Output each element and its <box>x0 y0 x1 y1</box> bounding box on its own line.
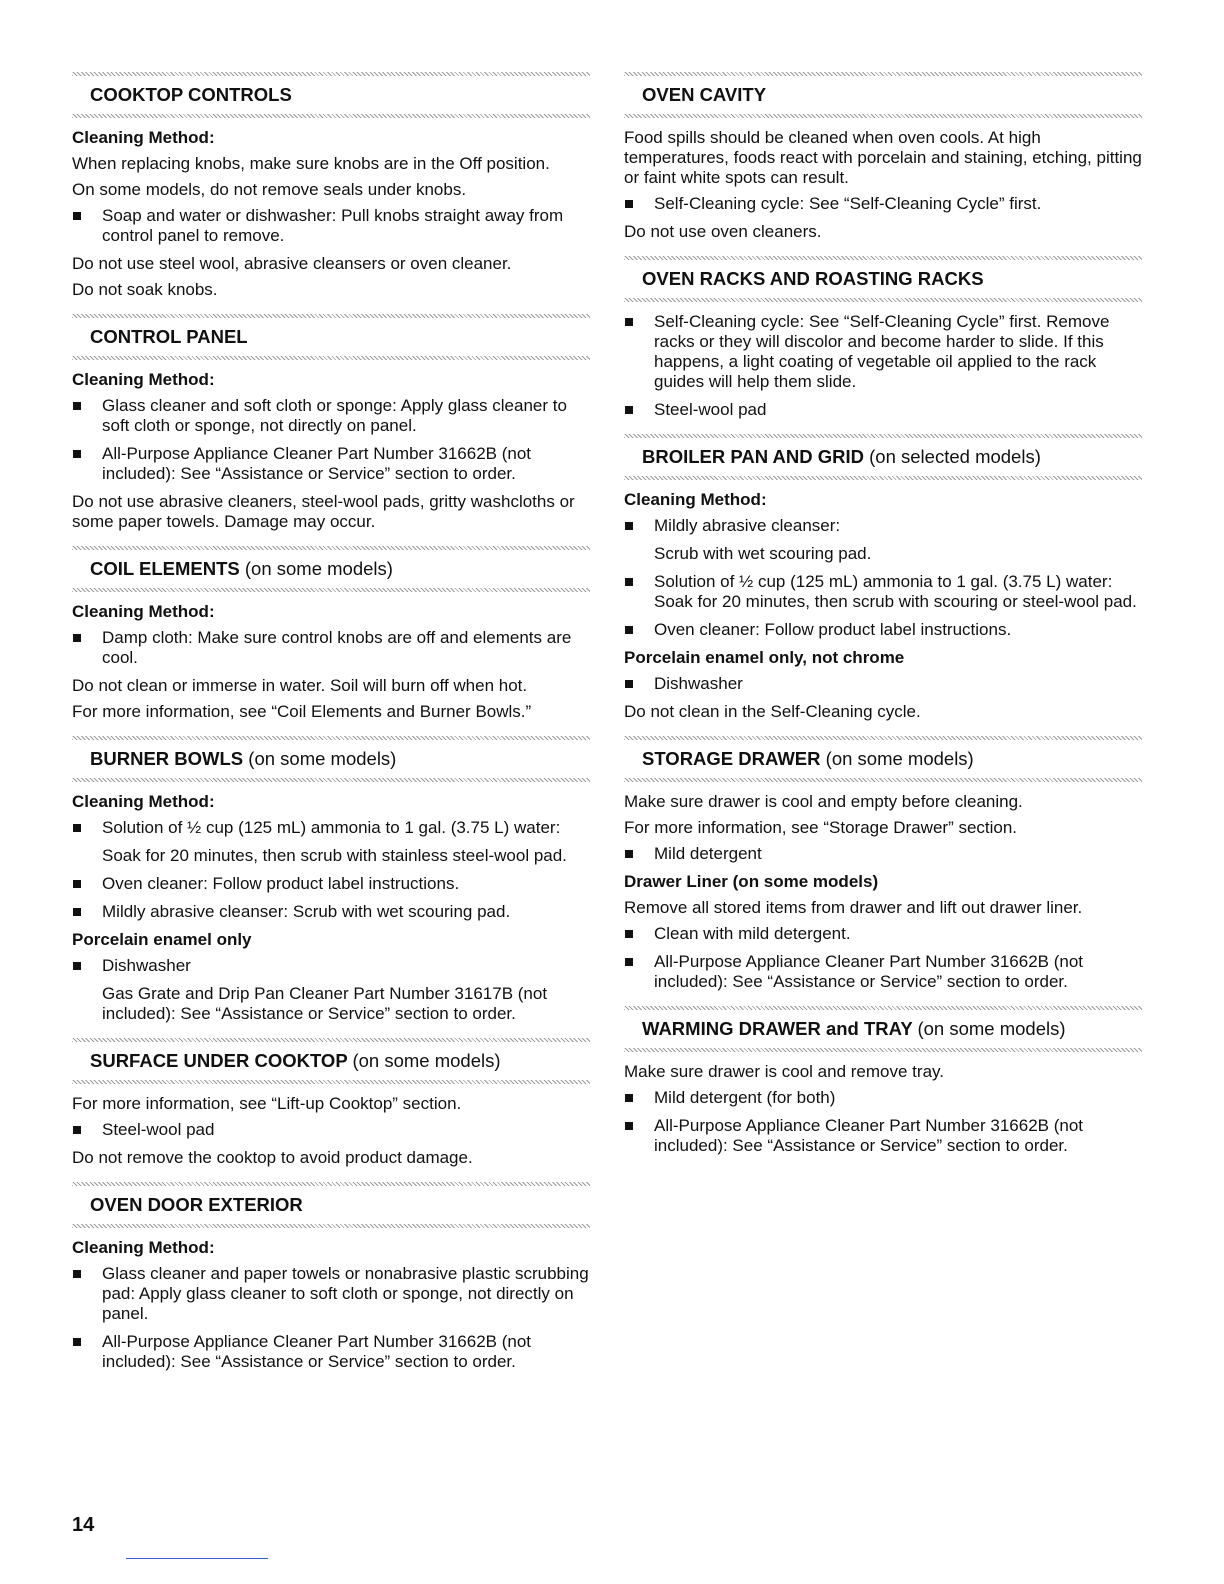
bullet-item: All-Purpose Appliance Cleaner Part Number 31662B (not included): See “Assistance or Service” section to order. <box>624 952 1142 992</box>
section-storage-drawer <box>624 736 1142 992</box>
bullet-item: Dishwasher <box>624 674 1142 694</box>
bullet-item: Self-Cleaning cycle: See “Self-Cleaning Cycle” first. Remove racks or they will discolor and become harder to slide. If this happens, a light coating of vegetable oil applied to the rack guides will help them slide. <box>624 312 1142 392</box>
bullet-item: Glass cleaner and paper towels or nonabrasive plastic scrubbing pad: Apply glass cleaner to soft cloth or sponge, not directly on panel. <box>72 1264 590 1324</box>
section-note: (on some models) <box>244 558 393 579</box>
paragraph: For more information, see “Coil Elements and Burner Bowls.” <box>72 702 532 721</box>
bullet-continuation: Scrub with wet scouring pad. <box>654 544 872 563</box>
bullet-item: Steel-wool pad <box>72 1120 590 1140</box>
subheading: Cleaning Method: <box>72 370 215 389</box>
paragraph: Food spills should be cleaned when oven cools. At high temperatures, foods react with porcelain and staining, etching, pitting or faint white spots can result. <box>624 128 1142 187</box>
paragraph: Do not use oven cleaners. <box>624 222 822 241</box>
paragraph: Do not use abrasive cleaners, steel-wool pads, gritty washcloths or some paper towels. Damage may occur. <box>72 492 575 531</box>
section-oven-racks-and-roasting-racks <box>624 256 1142 420</box>
section-heading <box>72 72 590 118</box>
section-title: COOKTOP CONTROLS <box>90 84 292 105</box>
section-title: WARMING DRAWER and TRAY <box>642 1018 913 1039</box>
paragraph: Make sure drawer is cool and remove tray. <box>624 1062 944 1081</box>
section-oven-door-exterior <box>72 1182 590 1372</box>
bullet-item: Oven cleaner: Follow product label instructions. <box>72 874 590 894</box>
bullet-item: Glass cleaner and soft cloth or sponge: Apply glass cleaner to soft cloth or sponge, not directly on panel. <box>72 396 590 436</box>
paragraph: When replacing knobs, make sure knobs are in the Off position. <box>72 154 550 173</box>
bullet-item: Solution of ½ cup (125 mL) ammonia to 1 gal. (3.75 L) water: <box>72 818 590 838</box>
section-title: BROILER PAN AND GRID <box>642 446 864 467</box>
section-title: SURFACE UNDER COOKTOP <box>90 1050 348 1071</box>
subheading: Cleaning Method: <box>72 602 215 621</box>
section-title: OVEN DOOR EXTERIOR <box>90 1194 303 1215</box>
section-heading <box>72 314 590 360</box>
section-title: OVEN CAVITY <box>642 84 767 105</box>
paragraph: On some models, do not remove seals under knobs. <box>72 180 467 199</box>
subheading: Cleaning Method: <box>72 1238 215 1257</box>
section-heading <box>624 434 1142 480</box>
bullet-item: Steel-wool pad <box>624 400 1142 420</box>
section-title: STORAGE DRAWER <box>642 748 821 769</box>
subheading: Cleaning Method: <box>72 792 215 811</box>
bullet-item: Self-Cleaning cycle: See “Self-Cleaning Cycle” first. <box>624 194 1142 214</box>
bullet-item: Dishwasher <box>72 956 590 976</box>
section-heading <box>72 1182 590 1228</box>
bullet-item: Mild detergent (for both) <box>624 1088 1142 1108</box>
section-burner-bowls <box>72 736 590 1024</box>
paragraph: Do not use steel wool, abrasive cleansers or oven cleaner. <box>72 254 512 273</box>
section-heading <box>72 1038 590 1084</box>
section-note: (on some models) <box>248 748 397 769</box>
bullet-item: All-Purpose Appliance Cleaner Part Number 31662B (not included): See “Assistance or Service” section to order. <box>72 1332 590 1372</box>
subheading: Cleaning Method: <box>72 128 215 147</box>
footer-rule <box>126 1558 268 1559</box>
section-title: OVEN RACKS AND ROASTING RACKS <box>642 268 984 289</box>
section-oven-cavity <box>624 72 1142 242</box>
section-broiler-pan-and-grid <box>624 434 1142 722</box>
right-column <box>624 72 1142 1170</box>
section-control-panel <box>72 314 590 532</box>
section-cooktop-controls <box>72 72 590 300</box>
section-warming-drawer-and-tray <box>624 1006 1142 1156</box>
bullet-item: Mildly abrasive cleanser: Scrub with wet scouring pad. <box>72 902 590 922</box>
paragraph: Do not clean in the Self-Cleaning cycle. <box>624 702 921 721</box>
section-heading <box>624 72 1142 118</box>
section-heading <box>72 546 590 592</box>
section-title: BURNER BOWLS <box>90 748 244 769</box>
bullet-item: Soap and water or dishwasher: Pull knobs straight away from control panel to remove. <box>72 206 590 246</box>
section-surface-under-cooktop <box>72 1038 590 1168</box>
section-heading <box>72 736 590 782</box>
bullet-continuation: Soak for 20 minutes, then scrub with stainless steel-wool pad. <box>102 846 567 865</box>
bullet-item: All-Purpose Appliance Cleaner Part Number 31662B (not included): See “Assistance or Service” section to order. <box>624 1116 1142 1156</box>
section-title: CONTROL PANEL <box>90 326 248 347</box>
section-heading <box>624 256 1142 302</box>
section-heading <box>624 1006 1142 1052</box>
paragraph: Do not soak knobs. <box>72 280 218 299</box>
bullet-item: Solution of ½ cup (125 mL) ammonia to 1 gal. (3.75 L) water: Soak for 20 minutes, then scrub with scouring or steel-wool pad. <box>624 572 1142 612</box>
paragraph: Make sure drawer is cool and empty before cleaning. <box>624 792 1023 811</box>
bullet-item: Mild detergent <box>624 844 1142 864</box>
section-note: (on some models) <box>917 1018 1066 1039</box>
page-number: 14 <box>72 1514 95 1536</box>
paragraph: For more information, see “Storage Drawer” section. <box>624 818 1018 837</box>
section-coil-elements <box>72 546 590 722</box>
bullet-continuation: Gas Grate and Drip Pan Cleaner Part Number 31617B (not included): See “Assistance or Service” section to order. <box>102 984 548 1023</box>
subheading: Porcelain enamel only, not chrome <box>624 648 905 667</box>
bullet-item: Mildly abrasive cleanser: <box>624 516 1142 536</box>
section-heading <box>624 736 1142 782</box>
bullet-item: All-Purpose Appliance Cleaner Part Number 31662B (not included): See “Assistance or Service” section to order. <box>72 444 590 484</box>
section-note: (on some models) <box>825 748 974 769</box>
bullet-item: Clean with mild detergent. <box>624 924 1142 944</box>
bullet-item: Oven cleaner: Follow product label instructions. <box>624 620 1142 640</box>
section-title: COIL ELEMENTS <box>90 558 240 579</box>
paragraph: Do not remove the cooktop to avoid product damage. <box>72 1148 473 1167</box>
subheading: Porcelain enamel only <box>72 930 252 949</box>
left-column <box>72 72 590 1386</box>
section-note: (on selected models) <box>869 446 1041 467</box>
subheading: Drawer Liner (on some models) <box>624 872 879 891</box>
paragraph: Do not clean or immerse in water. Soil will burn off when hot. <box>72 676 528 695</box>
bullet-item: Damp cloth: Make sure control knobs are off and elements are cool. <box>72 628 590 668</box>
paragraph: For more information, see “Lift-up Cooktop” section. <box>72 1094 462 1113</box>
subheading: Cleaning Method: <box>624 490 767 509</box>
section-note: (on some models) <box>352 1050 501 1071</box>
paragraph: Remove all stored items from drawer and lift out drawer liner. <box>624 898 1083 917</box>
